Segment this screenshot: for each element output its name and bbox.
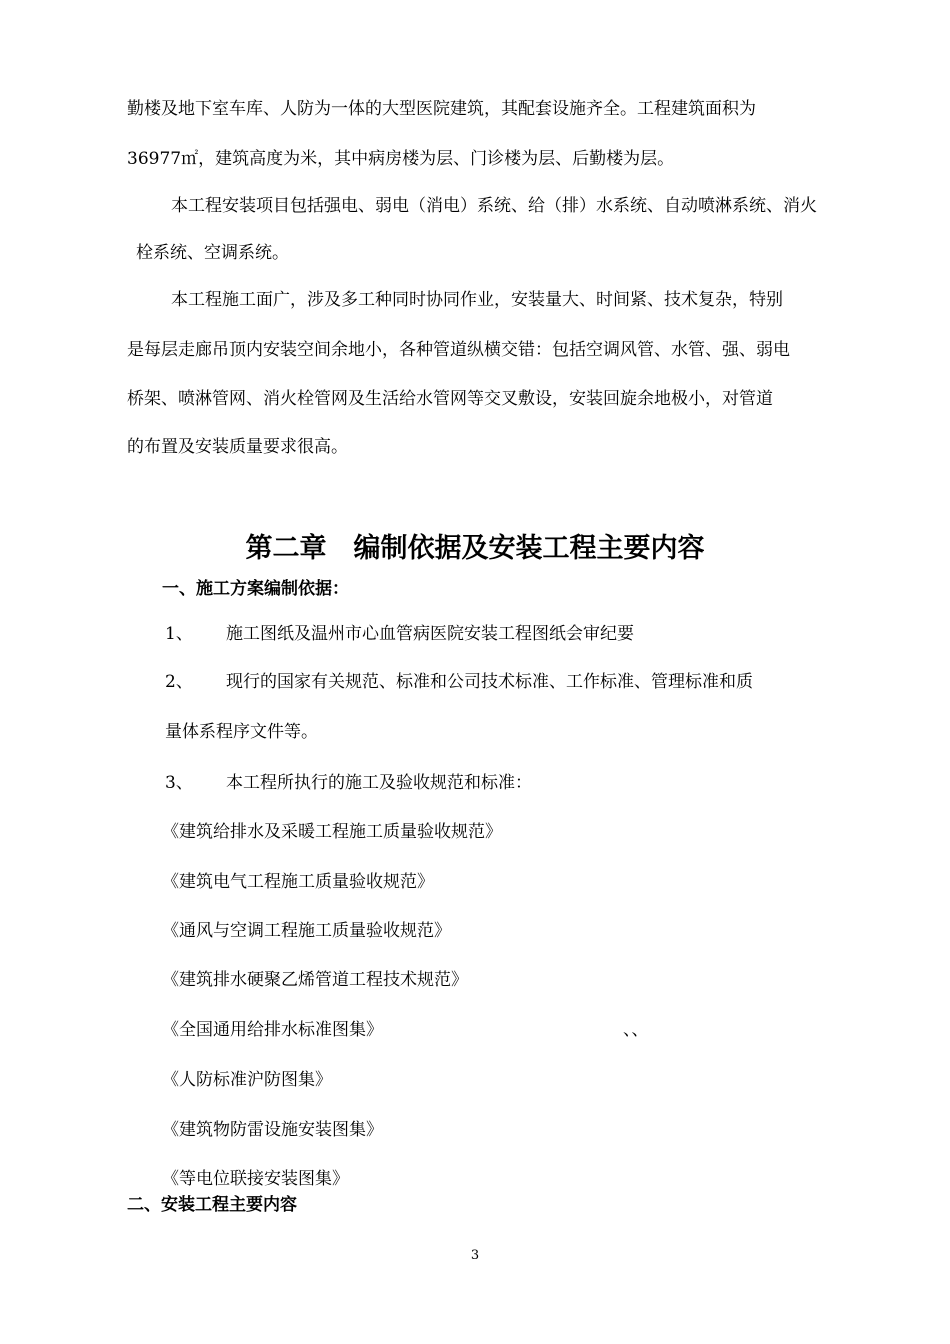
standard-item: 《全国通用给排水标准图集》	[162, 1020, 383, 1040]
intro-line-2: 36977㎡，建筑高度为米，其中病房楼为层、门诊楼为层、后勤楼为层。	[127, 149, 675, 169]
standard-item: 《等电位联接安装图集》	[162, 1169, 349, 1189]
list-item-text-3: 本工程所执行的施工及验收规范和标准：	[226, 773, 532, 793]
intro-line-1: 勤楼及地下室车库、人防为一体的大型医院建筑，其配套设施齐全。工程建筑面积为	[127, 99, 756, 119]
standard-suffix: 、、	[623, 1020, 649, 1040]
intro-para3-line-3: 桥架、喷淋管网、消火栓管网及生活给水管网等交叉敷设，安装回旋余地极小，对管道	[127, 389, 773, 409]
list-item-text-2: 现行的国家有关规范、标准和公司技术标准、工作标准、管理标准和质	[226, 672, 753, 692]
chapter-title: 第二章 编制依据及安装工程主要内容	[245, 533, 705, 564]
list-item-number-1: 1、	[165, 624, 193, 644]
standard-item: 《人防标准沪防图集》	[162, 1070, 332, 1090]
page-number: 3	[470, 1248, 480, 1263]
list-item-number-3: 3、	[165, 773, 193, 793]
list-item-text-1: 施工图纸及温州市心血管病医院安装工程图纸会审纪要	[226, 624, 634, 644]
section2-heading: 二、安装工程主要内容	[127, 1195, 297, 1215]
intro-para3-line-2: 是每层走廊吊顶内安装空间余地小，各种管道纵横交错：包括空调风管、水管、强、弱电	[127, 340, 790, 360]
section1-heading: 一、施工方案编制依据：	[162, 579, 349, 599]
intro-para3-line-4: 的布置及安装质量要求很高。	[127, 437, 348, 457]
standard-item: 《建筑物防雷设施安装图集》	[162, 1120, 383, 1140]
intro-para3-line-1: 本工程施工面广，涉及多工种同时协同作业，安装量大、时间紧、技术复杂，特别	[171, 290, 783, 310]
standard-item: 《建筑排水硬聚乙烯管道工程技术规范》	[162, 970, 468, 990]
list-item-number-2: 2、	[165, 672, 193, 692]
standard-item: 《通风与空调工程施工质量验收规范》	[162, 921, 451, 941]
standard-item: 《建筑给排水及采暖工程施工质量验收规范》	[162, 822, 502, 842]
intro-para2-line-1: 本工程安装项目包括强电、弱电（消电）系统、给（排）水系统、自动喷淋系统、消火	[171, 196, 817, 216]
intro-para2-line-2: 栓系统、空调系统。	[136, 243, 289, 263]
standard-item: 《建筑电气工程施工质量验收规范》	[162, 872, 434, 892]
list-item-text-2-continued: 量体系程序文件等。	[165, 722, 318, 742]
